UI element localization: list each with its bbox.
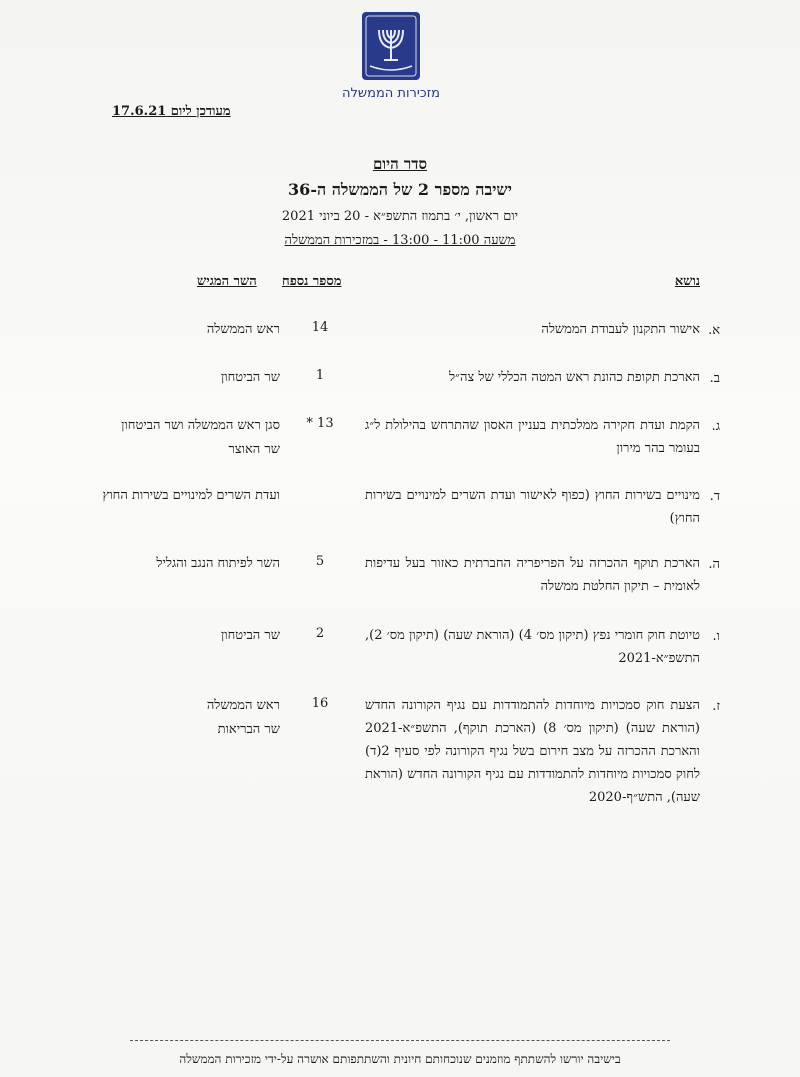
item-annex: 13 * <box>306 416 334 431</box>
item-topic: הקמת ועדת חקירה ממלכתית בעניין האסון שהתרחש בהילולת ל״ג בעומר בהר מירון <box>365 418 700 456</box>
office-name: מזכירות הממשלה <box>342 86 440 101</box>
item-letter: ג. <box>711 419 720 434</box>
column-header-minister: השר המגיש <box>197 274 257 289</box>
item-letter: ד. <box>709 489 720 504</box>
meeting-time: משעה 11:00 - 13:00 - במזכירות הממשלה <box>284 233 516 248</box>
minister-line: סגן ראש הממשלה ושר הביטחון <box>121 418 280 433</box>
updated-date: מעודכן ליום 17.6.21 <box>112 104 231 119</box>
item-minister <box>20 694 280 742</box>
meeting-date: יום ראשון, י׳ בתמוז התשפ״א - 20 ביוני 2021 <box>281 209 519 224</box>
item-minister <box>20 366 280 390</box>
footer-note: בישיבה יורשו להשתתף מוזמנים שנוכחותם חיונית והשתתפותם אושרה על-ידי מזכירות הממשלה <box>179 1052 621 1066</box>
item-minister <box>20 484 280 508</box>
israel-emblem-icon <box>360 10 422 82</box>
item-minister <box>20 552 280 576</box>
item-annex: 1 <box>315 368 325 383</box>
column-header-topic: נושא <box>674 274 700 289</box>
item-topic: טיוטת חוק חומרי נפץ (תיקון מס׳ 4) (הוראת שעה) (תיקון מס׳ 2), התשפ״א-2021 <box>365 628 700 666</box>
minister-line: שר הביטחון <box>220 628 280 643</box>
item-minister <box>20 414 280 462</box>
item-annex: 5 <box>315 554 325 569</box>
minister-line: ועדת השרים למינויים בשירות החוץ <box>102 488 280 503</box>
minister-line: ראש הממשלה <box>206 698 280 713</box>
minister-line: שר האוצר <box>228 442 280 457</box>
item-annex: 16 <box>311 696 329 711</box>
item-topic: הארכת תוקף ההכרזה על הפריפריה החברתית כאזור בעל עדיפות לאומית – תיקון החלטת ממשלה <box>365 556 700 594</box>
minister-line: ראש הממשלה <box>206 322 280 337</box>
footer-divider <box>130 1040 670 1041</box>
item-letter: ב. <box>709 371 720 386</box>
column-header-annex: מספר נספח <box>282 274 342 289</box>
item-letter: א. <box>708 323 720 338</box>
item-letter: ו. <box>712 629 720 644</box>
item-minister <box>20 318 280 342</box>
agenda-title: סדר היום <box>372 155 428 173</box>
item-letter: ה. <box>708 557 720 572</box>
item-topic: הצעת חוק סמכויות מיוחדות להתמודדות עם נגיף הקורונה החדש (הוראת שעה) (תיקון מס׳ 8) (הארכת תוקף), התשפ״א-2021 והארכת ההכרזה על מצב חירום בשל נגיף הקורונה לפי סעיף 2(ד) לחוק סמכויות מיוחדות להתמודדות עם נגיף הקורונה החדש (הוראת שעה), התש״ף-2020 <box>365 698 700 805</box>
minister-line: שר הביטחון <box>220 370 280 385</box>
item-topic: אישור התקנון לעבודת הממשלה <box>541 322 700 337</box>
item-topic: הארכת תקופת כהונת ראש המטה הכללי של צה״ל <box>448 370 700 385</box>
item-annex: 2 <box>315 626 325 641</box>
item-topic: מינויים בשירות החוץ (כפוף לאישור ועדת השרים למינויים בשירות החוץ) <box>365 488 700 526</box>
item-letter: ז. <box>712 699 720 714</box>
minister-line: שר הבריאות <box>217 722 280 737</box>
item-minister <box>20 624 280 648</box>
minister-line: השר לפיתוח הנגב והגליל <box>156 556 280 571</box>
meeting-title: ישיבה מספר 2 של הממשלה ה-36 <box>288 180 512 199</box>
item-annex: 14 <box>311 320 329 335</box>
